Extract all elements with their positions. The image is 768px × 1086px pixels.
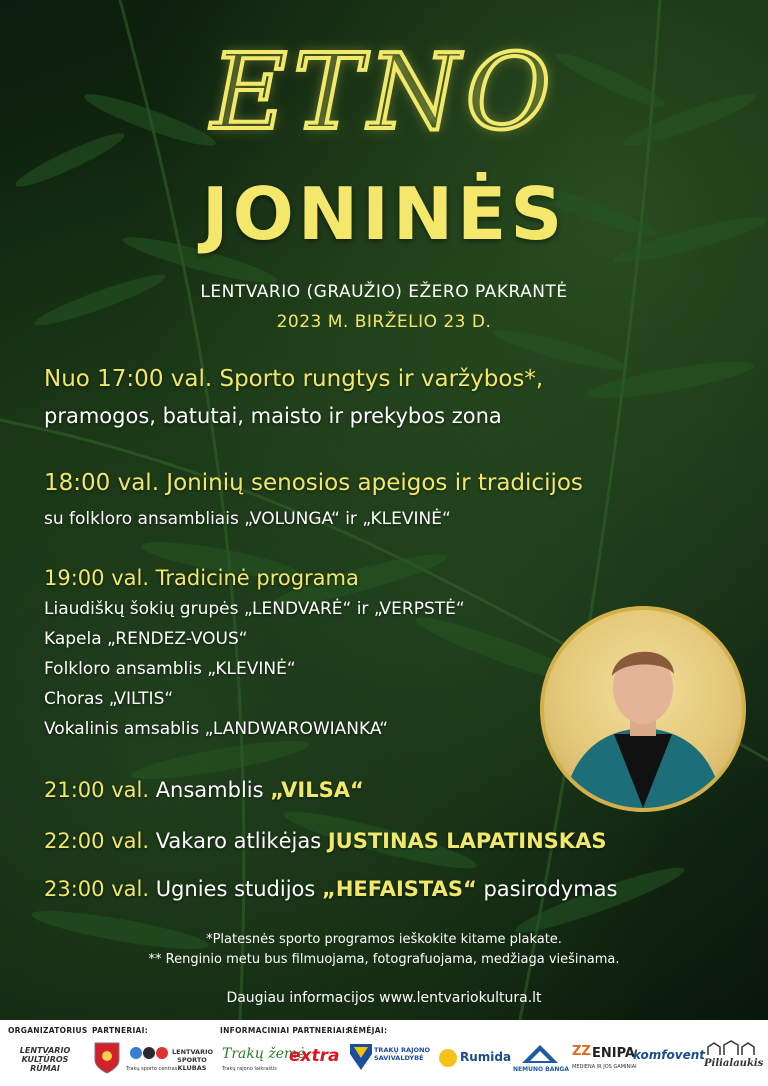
- supporter-enipa: ENIPA: [592, 1046, 635, 1061]
- program-item-18-title: 18:00 val. Joninių senosios apeigos ir tradicijos: [44, 470, 583, 496]
- program-item-19-line: Liaudiškų šokių grupės „LENDVARĖ“ ir „VERPSTĖ“: [44, 599, 465, 619]
- supporter-enipa-sub: MEDIENA IR JOS GAMINIAI: [572, 1064, 637, 1070]
- sponsors-bar: [0, 1020, 768, 1086]
- program-item-22-time: 22:00 val.: [44, 829, 149, 853]
- program-item-21-time: 21:00 val.: [44, 778, 149, 802]
- supporter-municipality: TRAKŲ RAJONO SAVIVALDYBĖ: [374, 1046, 430, 1062]
- program-item-19-line: Choras „VILTIS“: [44, 689, 174, 709]
- more-info-link[interactable]: Daugiau informacijos www.lentvariokultura.lt: [226, 990, 542, 1006]
- program-item-19-line: Folkloro ansamblis „KLEVINĖ“: [44, 659, 296, 679]
- supporter-nemuno-banga: NEMUNO BANGA: [513, 1066, 569, 1073]
- partner-sport-club: LENTVARIO SPORTO KLUBAS: [172, 1048, 214, 1072]
- program-item-19-line: Vokalinis amsablis „LANDWAROWIANKA“: [44, 719, 389, 739]
- organizer-label: ORGANIZATORIUS: [8, 1026, 88, 1035]
- partners-label: PARTNERIAI:: [92, 1026, 149, 1035]
- event-location: LENTVARIO (GRAUŽIO) EŽERO PAKRANTĖ: [200, 282, 568, 302]
- coat-of-arms-icon: [94, 1042, 120, 1074]
- supporter-komfovent: komfovent: [633, 1048, 706, 1062]
- program-item-22: [44, 829, 606, 853]
- title-jonines: JONINĖS: [201, 172, 567, 256]
- program-item-21-highlight: „VILSA“: [270, 778, 364, 802]
- program-item-22-text: Vakaro atlikėjas: [155, 829, 322, 853]
- program-item-22-highlight: JUSTINAS LAPATINSKAS: [327, 829, 607, 853]
- rumida-icon: [438, 1048, 458, 1068]
- program-item-17-sub: pramogos, batutai, maisto ir prekybos zona: [44, 404, 502, 428]
- info-partners-label: INFORMACINIAI PARTNERIAI:: [220, 1026, 349, 1035]
- program-item-23-highlight: „HEFAISTAS“: [322, 877, 477, 901]
- program-item-23-after: pasirodymas: [483, 877, 618, 901]
- info-partner-extra: extra: [289, 1046, 340, 1066]
- performer-portrait: [540, 606, 746, 812]
- enipa-icon: ZZ: [572, 1044, 591, 1059]
- info-partner-traku-zeme: Trakų žemė: [222, 1046, 306, 1062]
- supporters-label: RĖMĖJAI:: [347, 1026, 388, 1035]
- info-partner-traku-zeme-sub: Trakų rajono laikraštis: [222, 1066, 277, 1072]
- program-item-23: [44, 877, 617, 901]
- organizer-logo: LENTVARIO KULTŪROS RŪMAI: [19, 1046, 71, 1073]
- footnote-filming: ** Renginio metu bus filmuojama, fotografuojama, medžiaga viešinama.: [148, 952, 620, 967]
- supporter-pilialaukis: Pilialaukis: [704, 1058, 764, 1069]
- program-item-23-text: Ugnies studijos: [155, 877, 316, 901]
- partner-sport-center: Trakų sporto centras: [126, 1066, 178, 1072]
- sport-center-icon: [128, 1044, 170, 1062]
- municipality-icon: [350, 1044, 372, 1070]
- nemuno-banga-icon: [520, 1044, 560, 1064]
- program-item-23-time: 23:00 val.: [44, 877, 149, 901]
- program-item-21: [44, 778, 364, 802]
- program-item-19-title: 19:00 val. Tradicinė programa: [44, 566, 359, 590]
- title-etno: ETNO: [211, 31, 557, 153]
- footnote-sport: *Platesnės sporto programos ieškokite kitame plakate.: [206, 932, 562, 947]
- program-item-19-line: Kapela „RENDEZ-VOUS“: [44, 629, 248, 649]
- program-item-17-title: Nuo 17:00 val. Sporto rungtys ir varžybos*,: [44, 366, 544, 392]
- pilialaukis-icon: [706, 1040, 756, 1056]
- program-item-21-text: Ansamblis: [155, 778, 264, 802]
- event-date: 2023 M. BIRŽELIO 23 D.: [276, 312, 492, 332]
- performer-photo-icon: [544, 610, 742, 808]
- supporter-rumida: Rumida: [460, 1050, 512, 1064]
- program-item-18-sub: su folkloro ansambliais „VOLUNGA“ ir „KLEVINĖ“: [44, 509, 451, 529]
